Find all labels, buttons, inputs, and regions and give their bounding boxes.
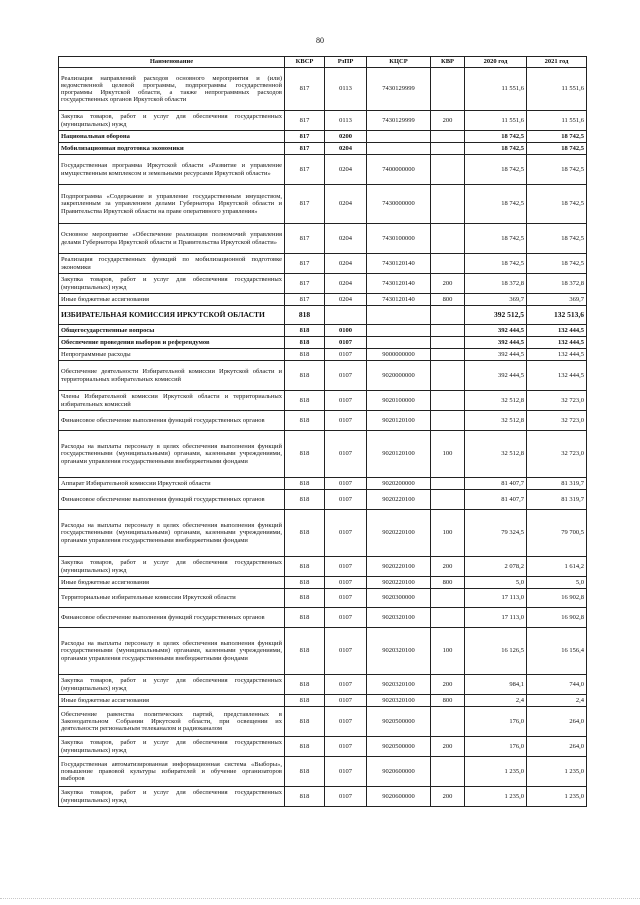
row-rzpr: 0204	[325, 185, 367, 224]
row-amount-2021: 132 444,5	[527, 361, 587, 391]
row-kcsr: 9020600000	[367, 757, 431, 787]
row-amount-2020: 392 512,5	[465, 306, 527, 325]
table-row	[59, 431, 587, 478]
row-name: Подпрограмма «Содержание и управление государственным имуществом, закрепленным за управлением делами Губернатора Иркутской области и Правительства Иркутской области на праве оперативного управления»	[59, 185, 285, 224]
table-row	[59, 510, 587, 557]
row-amount-2020: 18 742,5	[465, 254, 527, 274]
table-row	[59, 131, 587, 143]
row-name: Финансовое обеспечение выполнения функций государственных органов	[59, 490, 285, 510]
row-kcsr: 9020100000	[367, 391, 431, 411]
row-kcsr: 7430000000	[367, 185, 431, 224]
row-rzpr: 0113	[325, 68, 367, 111]
table-row	[59, 589, 587, 608]
row-kvr	[431, 707, 465, 737]
row-rzpr: 0107	[325, 411, 367, 431]
row-amount-2021: 79 700,5	[527, 510, 587, 557]
row-amount-2020: 1 235,0	[465, 757, 527, 787]
row-name: Основное мероприятие «Обеспечение реализации полномочий управления делами Губернатора Иркутской области и Правительства Иркутской области»	[59, 224, 285, 254]
row-kcsr: 9020120100	[367, 431, 431, 478]
row-kcsr: 7430120140	[367, 274, 431, 294]
row-kvsr: 818	[285, 628, 325, 675]
row-rzpr: 0107	[325, 577, 367, 589]
row-amount-2020: 17 113,0	[465, 589, 527, 608]
col-header-kcsr: КЦСР	[367, 57, 431, 68]
table-row	[59, 325, 587, 337]
row-kvr	[431, 391, 465, 411]
table-row	[59, 274, 587, 294]
table-row	[59, 185, 587, 224]
row-name: Мобилизационная подготовка экономики	[59, 143, 285, 155]
row-kvr: 800	[431, 294, 465, 306]
row-kvr	[431, 143, 465, 155]
row-kvr	[431, 589, 465, 608]
table-row	[59, 306, 587, 325]
table-body	[59, 68, 587, 807]
row-kvsr: 818	[285, 510, 325, 557]
table-row	[59, 224, 587, 254]
row-kvsr: 818	[285, 478, 325, 490]
row-kvsr: 818	[285, 787, 325, 807]
row-amount-2020: 176,0	[465, 737, 527, 757]
budget-table	[58, 56, 587, 807]
row-kcsr: 7430129999	[367, 68, 431, 111]
row-kvsr: 817	[285, 185, 325, 224]
row-kvsr: 818	[285, 757, 325, 787]
row-amount-2020: 17 113,0	[465, 608, 527, 628]
row-rzpr: 0100	[325, 325, 367, 337]
col-header-2020: 2020 год	[465, 57, 527, 68]
row-name: Закупка товаров, работ и услуг для обеспечения государственных (муниципальных) нужд	[59, 111, 285, 131]
row-amount-2021: 132 444,5	[527, 337, 587, 349]
row-kvr	[431, 306, 465, 325]
row-name: Непрограммные расходы	[59, 349, 285, 361]
row-kvr	[431, 185, 465, 224]
col-header-name: Наименование	[59, 57, 285, 68]
row-amount-2020: 81 407,7	[465, 490, 527, 510]
row-kcsr: 9020220100	[367, 577, 431, 589]
row-name: Члены Избирательной комиссии Иркутской области и территориальных избирательных комиссий	[59, 391, 285, 411]
row-kcsr: 9020120100	[367, 411, 431, 431]
table-header-row	[59, 57, 587, 68]
row-amount-2021: 18 742,5	[527, 224, 587, 254]
row-amount-2020: 176,0	[465, 707, 527, 737]
row-kvsr: 817	[285, 274, 325, 294]
row-amount-2021: 1 235,0	[527, 757, 587, 787]
row-kvr: 800	[431, 695, 465, 707]
row-kvsr: 817	[285, 155, 325, 185]
row-name: Аппарат Избирательной комиссии Иркутской области	[59, 478, 285, 490]
row-rzpr: 0107	[325, 361, 367, 391]
row-kvsr: 818	[285, 361, 325, 391]
row-kvr	[431, 131, 465, 143]
row-kcsr: 9020220100	[367, 510, 431, 557]
row-kvsr: 817	[285, 68, 325, 111]
row-kcsr: 7430129999	[367, 111, 431, 131]
table-row	[59, 695, 587, 707]
table-row	[59, 391, 587, 411]
row-kvr	[431, 490, 465, 510]
row-name: Финансовое обеспечение выполнения функций государственных органов	[59, 411, 285, 431]
row-kvsr: 818	[285, 577, 325, 589]
row-kvr	[431, 411, 465, 431]
row-name: Государственная программа Иркутской области «Развитие и управление имущественным комплексом и земельными ресурсами Иркутской области»	[59, 155, 285, 185]
col-header-kvr: КВР	[431, 57, 465, 68]
row-rzpr: 0107	[325, 431, 367, 478]
col-header-2021: 2021 год	[527, 57, 587, 68]
row-amount-2021: 11 551,6	[527, 68, 587, 111]
row-amount-2020: 392 444,5	[465, 361, 527, 391]
row-name: Закупка товаров, работ и услуг для обеспечения государственных (муниципальных) нужд	[59, 675, 285, 695]
row-amount-2020: 18 742,5	[465, 143, 527, 155]
row-amount-2021: 132 444,5	[527, 325, 587, 337]
row-amount-2020: 392 444,5	[465, 349, 527, 361]
row-amount-2021: 1 235,0	[527, 787, 587, 807]
row-kvr	[431, 478, 465, 490]
row-kvsr: 818	[285, 411, 325, 431]
row-amount-2021: 81 319,7	[527, 478, 587, 490]
row-name: Национальная оборона	[59, 131, 285, 143]
row-rzpr: 0107	[325, 349, 367, 361]
row-kvr: 800	[431, 577, 465, 589]
row-amount-2021: 18 742,5	[527, 155, 587, 185]
row-kcsr: 9020320100	[367, 675, 431, 695]
row-rzpr: 0113	[325, 111, 367, 131]
row-name: Расходы на выплаты персоналу в целях обеспечения выполнения функций государственными (муниципальными) органами, казенными учреждениями, органами управления государственными внебюджетными фондами	[59, 510, 285, 557]
row-name: ИЗБИРАТЕЛЬНАЯ КОМИССИЯ ИРКУТСКОЙ ОБЛАСТИ	[59, 306, 285, 325]
col-header-kvsr: КВСР	[285, 57, 325, 68]
row-name: Иные бюджетные ассигнования	[59, 294, 285, 306]
row-amount-2020: 2 078,2	[465, 557, 527, 577]
row-kvsr: 818	[285, 391, 325, 411]
row-amount-2020: 11 551,6	[465, 68, 527, 111]
row-kcsr: 9020320100	[367, 608, 431, 628]
row-kvr: 100	[431, 628, 465, 675]
table-row	[59, 737, 587, 757]
row-rzpr: 0204	[325, 143, 367, 155]
row-amount-2020: 11 551,6	[465, 111, 527, 131]
row-kvsr: 818	[285, 490, 325, 510]
table-row	[59, 155, 587, 185]
row-rzpr: 0204	[325, 224, 367, 254]
row-kcsr: 7430120140	[367, 254, 431, 274]
row-name: Расходы на выплаты персоналу в целях обеспечения выполнения функций государственными (муниципальными) органами, казенными учреждениями, органами управления государственными внебюджетными фондами	[59, 628, 285, 675]
row-rzpr: 0107	[325, 490, 367, 510]
row-amount-2020: 1 235,0	[465, 787, 527, 807]
table-row	[59, 143, 587, 155]
row-rzpr: 0107	[325, 695, 367, 707]
row-amount-2021: 1 614,2	[527, 557, 587, 577]
row-name: Обеспечение проведения выборов и референдумов	[59, 337, 285, 349]
row-amount-2020: 32 512,8	[465, 411, 527, 431]
row-rzpr: 0200	[325, 131, 367, 143]
row-kvsr: 818	[285, 431, 325, 478]
row-kvr: 200	[431, 737, 465, 757]
table-row	[59, 361, 587, 391]
row-amount-2020: 392 444,5	[465, 337, 527, 349]
row-kvsr: 817	[285, 143, 325, 155]
row-name: Реализация направлений расходов основного мероприятия и (или) ведомственной целевой программы, подпрограммы государственной программы Иркутской области, а также непрограммных расходов государственных органов Иркутской области	[59, 68, 285, 111]
row-kvr	[431, 337, 465, 349]
table-row	[59, 628, 587, 675]
row-kcsr: 9020220100	[367, 557, 431, 577]
row-kvr	[431, 349, 465, 361]
row-kvsr: 818	[285, 557, 325, 577]
table-row	[59, 675, 587, 695]
row-kcsr: 9020500000	[367, 707, 431, 737]
row-rzpr: 0107	[325, 628, 367, 675]
row-amount-2021: 5,0	[527, 577, 587, 589]
row-rzpr: 0107	[325, 557, 367, 577]
scan-artifact-line	[0, 895, 640, 899]
row-amount-2021: 18 742,5	[527, 143, 587, 155]
row-amount-2020: 369,7	[465, 294, 527, 306]
row-amount-2020: 79 324,5	[465, 510, 527, 557]
row-kvr	[431, 608, 465, 628]
row-rzpr: 0107	[325, 337, 367, 349]
row-kvr: 200	[431, 675, 465, 695]
row-amount-2021: 18 372,8	[527, 274, 587, 294]
row-kvr	[431, 224, 465, 254]
row-amount-2020: 18 742,5	[465, 131, 527, 143]
row-kcsr: 9000000000	[367, 349, 431, 361]
row-amount-2021: 132 444,5	[527, 349, 587, 361]
row-kcsr	[367, 131, 431, 143]
table-row	[59, 254, 587, 274]
row-amount-2021: 16 902,8	[527, 608, 587, 628]
row-amount-2020: 18 742,5	[465, 185, 527, 224]
row-rzpr: 0107	[325, 510, 367, 557]
row-kvr: 200	[431, 274, 465, 294]
row-amount-2021: 264,0	[527, 737, 587, 757]
table-row	[59, 337, 587, 349]
row-name: Закупка товаров, работ и услуг для обеспечения государственных (муниципальных) нужд	[59, 737, 285, 757]
row-name: Государственная автоматизированная информационная система «Выборы», повышение правовой культуры избирателей и обучение организаторов выборов	[59, 757, 285, 787]
row-kcsr: 9020000000	[367, 361, 431, 391]
row-rzpr: 0204	[325, 294, 367, 306]
row-kcsr	[367, 325, 431, 337]
row-kvsr: 818	[285, 589, 325, 608]
row-amount-2021: 744,0	[527, 675, 587, 695]
row-amount-2021: 32 723,0	[527, 411, 587, 431]
table-row	[59, 111, 587, 131]
row-kvsr: 817	[285, 224, 325, 254]
row-kvsr: 818	[285, 349, 325, 361]
row-amount-2021: 369,7	[527, 294, 587, 306]
row-amount-2020: 81 407,7	[465, 478, 527, 490]
table-row	[59, 707, 587, 737]
row-amount-2021: 81 319,7	[527, 490, 587, 510]
row-amount-2021: 18 742,5	[527, 254, 587, 274]
row-amount-2020: 2,4	[465, 695, 527, 707]
table-row	[59, 557, 587, 577]
row-rzpr: 0204	[325, 274, 367, 294]
row-name: Обеспечение равенства политических партий, представленных в Законодательном Собрании Иркутской области, при освещении их деятельности региональным телеканалом и радиоканалом	[59, 707, 285, 737]
row-amount-2020: 32 512,8	[465, 431, 527, 478]
row-kvsr: 818	[285, 675, 325, 695]
row-amount-2020: 984,1	[465, 675, 527, 695]
row-name: Территориальные избирательные комиссии Иркутской области	[59, 589, 285, 608]
row-amount-2021: 16 902,8	[527, 589, 587, 608]
row-amount-2021: 16 156,4	[527, 628, 587, 675]
row-rzpr: 0107	[325, 707, 367, 737]
table-row	[59, 68, 587, 111]
table-row	[59, 349, 587, 361]
row-kcsr	[367, 143, 431, 155]
row-rzpr: 0107	[325, 737, 367, 757]
table-row	[59, 490, 587, 510]
row-kcsr: 7400000000	[367, 155, 431, 185]
row-name: Общегосударственные вопросы	[59, 325, 285, 337]
row-kcsr: 9020220100	[367, 490, 431, 510]
row-name: Реализация государственных функций по мобилизационной подготовке экономики	[59, 254, 285, 274]
table-row	[59, 294, 587, 306]
row-name: Расходы на выплаты персоналу в целях обеспечения выполнения функций государственными (муниципальными) органами, казенными учреждениями, органами управления государственными внебюджетными фондами	[59, 431, 285, 478]
row-rzpr: 0107	[325, 787, 367, 807]
row-name: Иные бюджетные ассигнования	[59, 695, 285, 707]
row-rzpr: 0107	[325, 675, 367, 695]
row-amount-2020: 5,0	[465, 577, 527, 589]
row-name: Закупка товаров, работ и услуг для обеспечения государственных (муниципальных) нужд	[59, 787, 285, 807]
row-name: Обеспечение деятельности Избирательной комиссии Иркутской области и территориальных избирательных комиссий	[59, 361, 285, 391]
row-kvr	[431, 361, 465, 391]
row-name: Финансовое обеспечение выполнения функций государственных органов	[59, 608, 285, 628]
row-kvr	[431, 325, 465, 337]
row-kcsr	[367, 337, 431, 349]
row-kcsr: 9020320100	[367, 628, 431, 675]
row-amount-2021: 2,4	[527, 695, 587, 707]
row-amount-2020: 18 372,8	[465, 274, 527, 294]
row-kcsr: 7430120140	[367, 294, 431, 306]
row-kcsr: 9020200000	[367, 478, 431, 490]
row-kvr: 100	[431, 510, 465, 557]
row-rzpr	[325, 306, 367, 325]
row-name: Закупка товаров, работ и услуг для обеспечения государственных (муниципальных) нужд	[59, 557, 285, 577]
row-kvr: 200	[431, 787, 465, 807]
row-amount-2021: 18 742,5	[527, 131, 587, 143]
table-row	[59, 478, 587, 490]
row-rzpr: 0107	[325, 478, 367, 490]
table-row	[59, 787, 587, 807]
row-amount-2021: 132 513,6	[527, 306, 587, 325]
row-kvr	[431, 155, 465, 185]
row-kvsr: 818	[285, 337, 325, 349]
row-rzpr: 0107	[325, 391, 367, 411]
table-row	[59, 757, 587, 787]
row-kvr: 100	[431, 431, 465, 478]
row-kvsr: 818	[285, 608, 325, 628]
row-amount-2020: 18 742,5	[465, 224, 527, 254]
row-rzpr: 0204	[325, 254, 367, 274]
row-kvsr: 818	[285, 306, 325, 325]
row-kcsr: 9020500000	[367, 737, 431, 757]
table-row	[59, 577, 587, 589]
row-amount-2020: 392 444,5	[465, 325, 527, 337]
row-kvr	[431, 68, 465, 111]
row-amount-2020: 32 512,8	[465, 391, 527, 411]
row-kcsr	[367, 306, 431, 325]
row-amount-2020: 18 742,5	[465, 155, 527, 185]
row-amount-2021: 11 551,6	[527, 111, 587, 131]
row-kcsr: 7430100000	[367, 224, 431, 254]
col-header-rzpr: РзПР	[325, 57, 367, 68]
row-rzpr: 0107	[325, 589, 367, 608]
row-kvsr: 817	[285, 254, 325, 274]
row-rzpr: 0107	[325, 608, 367, 628]
row-amount-2020: 16 126,5	[465, 628, 527, 675]
table-row	[59, 608, 587, 628]
row-amount-2021: 18 742,5	[527, 185, 587, 224]
row-kvsr: 817	[285, 131, 325, 143]
row-kvr: 200	[431, 111, 465, 131]
page-number: 80	[316, 36, 324, 45]
row-kvsr: 817	[285, 294, 325, 306]
row-amount-2021: 32 723,0	[527, 431, 587, 478]
row-kvr	[431, 757, 465, 787]
row-kvr	[431, 254, 465, 274]
row-rzpr: 0107	[325, 757, 367, 787]
row-amount-2021: 264,0	[527, 707, 587, 737]
row-kvsr: 818	[285, 695, 325, 707]
row-kcsr: 9020320100	[367, 695, 431, 707]
row-amount-2021: 32 723,0	[527, 391, 587, 411]
row-name: Иные бюджетные ассигнования	[59, 577, 285, 589]
row-kcsr: 9020600000	[367, 787, 431, 807]
row-rzpr: 0204	[325, 155, 367, 185]
table-row	[59, 411, 587, 431]
row-kvsr: 818	[285, 737, 325, 757]
row-name: Закупка товаров, работ и услуг для обеспечения государственных (муниципальных) нужд	[59, 274, 285, 294]
row-kvr: 200	[431, 557, 465, 577]
row-kvsr: 817	[285, 111, 325, 131]
row-kvsr: 818	[285, 325, 325, 337]
row-kcsr: 9020300000	[367, 589, 431, 608]
row-kvsr: 818	[285, 707, 325, 737]
